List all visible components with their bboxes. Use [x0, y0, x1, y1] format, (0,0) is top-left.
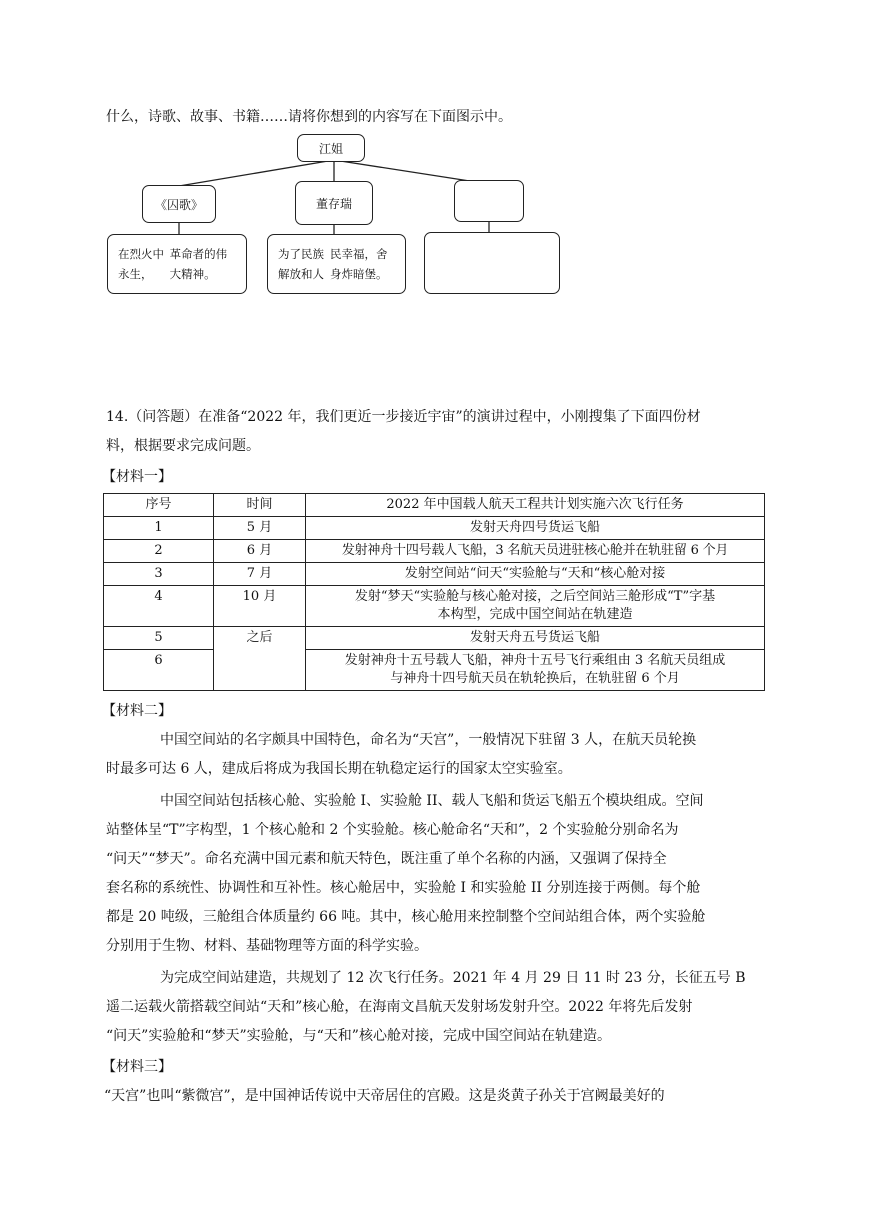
row-task: 发射天舟五号货运飞船 — [306, 627, 765, 650]
material1-heading: 【材料一】 — [102, 469, 172, 485]
table-row — [104, 563, 765, 586]
material2-line: “问天”“梦天”。命名充满中国元素和航天特色，既注重了单个名称的内涵，又强调了保持全 — [106, 851, 667, 867]
row-time: 5 月 — [214, 517, 306, 540]
material2-line: 都是 20 吨级，三舱组合体质量约 66 吨。其中，核心舱用来控制整个空间站组合体，两个实验舱 — [106, 909, 706, 925]
diagram-branch-2-title: 董存瑞 — [295, 181, 373, 225]
material2-line: 为完成空间站建造，共规划了 12 次飞行任务。2021 年 4 月 29 日 11 时 23 分，长征五号 B — [160, 970, 746, 986]
row-no: 2 — [104, 540, 214, 563]
material3-line: “天宫”也叫“紫微宫”，是中国神话传说中天帝居住的宫殿。这是炎黄子孙关于宫阙最美好的 — [104, 1088, 665, 1104]
row-time: 6 月 — [214, 540, 306, 563]
diagram-branch-3-title-blank[interactable] — [454, 180, 524, 222]
diagram-branch-1-desc: 在烈火中永生， 革命者的伟大精神。 — [107, 234, 247, 294]
row-task: 发射神舟十四号载人飞船，3 名航天员进驻核心舱并在轨驻留 6 个月 — [306, 540, 765, 563]
row-no: 3 — [104, 563, 214, 586]
mission-table — [103, 493, 765, 691]
row-task: 发射天舟四号货运飞船 — [306, 517, 765, 540]
row-task-line: 本构型，完成中国空间站在轨建造 — [437, 607, 633, 622]
material2-line: 中国空间站包括核心舱、实验舱 I、实验舱 II、载人飞船和货运飞船五个模块组成。空间 — [160, 793, 704, 809]
material2-line: 套名称的系统性、协调性和互补性。核心舱居中，实验舱 I 和实验舱 II 分别连接于两侧。每个舱 — [106, 880, 701, 896]
material2-line: 站整体呈“T”字构型，1 个核心舱和 2 个实验舱。核心舱命名“天和”，2 个实验舱分别命名为 — [106, 822, 679, 838]
material2-line: “问天”实验舱和“梦天”实验舱，与“天和”核心舱对接，完成中国空间站在轨建造。 — [106, 1028, 611, 1044]
table-row — [104, 627, 765, 650]
row-no: 6 — [104, 650, 214, 691]
table-header-row — [104, 494, 765, 517]
material2-line: 时最多可达 6 人，建成后将成为我国长期在轨稳定运行的国家太空实验室。 — [106, 761, 572, 777]
row-task — [306, 650, 765, 691]
material2-heading: 【材料二】 — [102, 703, 172, 719]
question-line-1: 14.（问答题）在准备“2022 年，我们更近一步接近宇宙”的演讲过程中，小刚搜集了下面四份材 — [106, 409, 701, 425]
row-task-line: 发射神舟十五号载人飞船，神舟十五号飞行乘组由 3 名航天员组成 — [344, 653, 726, 668]
diagram-branch-2-desc: 为了民族解放和人 民幸福，舍身炸暗堡。 — [267, 234, 406, 294]
material2-line: 遥二运载火箭搭载空间站“天和”核心舱，在海南文昌航天发射场发射升空。2022 年将先后发射 — [106, 999, 693, 1015]
table-row — [104, 517, 765, 540]
row-time: 之后 — [214, 627, 306, 691]
row-no: 1 — [104, 517, 214, 540]
row-task — [306, 586, 765, 627]
header-time: 时间 — [214, 494, 306, 517]
row-no: 4 — [104, 586, 214, 627]
table-row — [104, 540, 765, 563]
row-time: 7 月 — [214, 563, 306, 586]
concept-diagram — [104, 130, 564, 300]
diagram-branch-1-title: 《囚歌》 — [142, 185, 216, 223]
material2-line: 中国空间站的名字颇具中国特色，命名为“天宫”，一般情况下驻留 3 人，在航天员轮换 — [160, 732, 697, 748]
material2-line: 分别用于生物、材料、基础物理等方面的科学实验。 — [106, 938, 428, 954]
table-row — [104, 586, 765, 627]
diagram-branch-3-desc-blank[interactable] — [424, 232, 560, 294]
header-no: 序号 — [104, 494, 214, 517]
intro-text: 什么，诗歌、故事、书籍……请将你想到的内容写在下面图示中。 — [106, 109, 512, 125]
material3-heading: 【材料三】 — [102, 1059, 172, 1075]
row-task-line: 发射“梦天“实验舱与核心舱对接，之后空间站三舱形成“T”字基 — [354, 589, 716, 604]
table-row — [104, 650, 765, 691]
row-task-line: 与神舟十四号航天员在轨轮换后，在轨驻留 6 个月 — [390, 671, 680, 686]
header-task: 2022 年中国载人航天工程共计划实施六次飞行任务 — [306, 494, 765, 517]
question-line-2: 料，根据要求完成问题。 — [106, 438, 260, 454]
row-no: 5 — [104, 627, 214, 650]
diagram-root-node: 江姐 — [297, 134, 365, 162]
row-task: 发射空间站“问天“实验舱与“天和“核心舱对接 — [306, 563, 765, 586]
row-time: 10 月 — [214, 586, 306, 627]
